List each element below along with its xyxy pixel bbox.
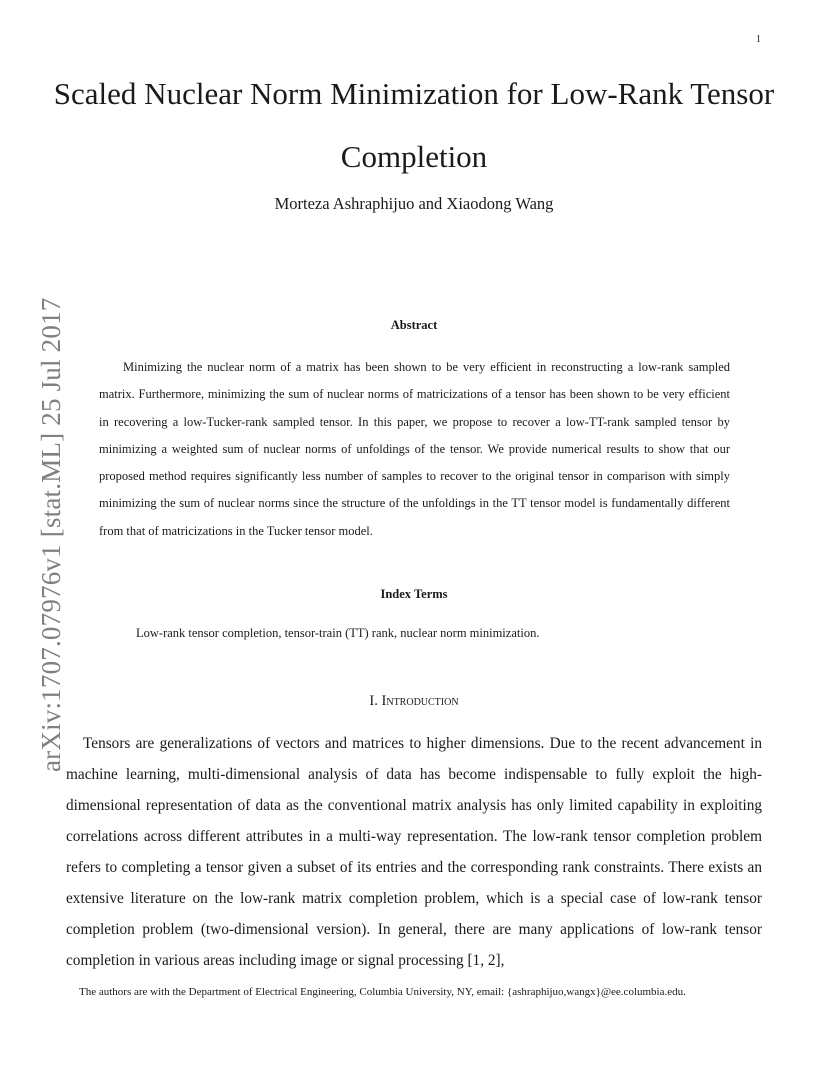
author-list: Morteza Ashraphijuo and Xiaodong Wang [274, 194, 554, 213]
page-number: 1 [756, 34, 761, 45]
paper-title: Scaled Nuclear Norm Minimization for Low-Rank Tensor Completion [53, 76, 775, 174]
abstract-text: Minimizing the nuclear norm of a matrix has been shown to be very efficient in reconstructing a low-rank sampled matrix. Furthermore, minimizing the sum of nuclear norms of matricizations of a tensor has been shown to be very efficient in recovering a low-Tucker-rank sampled tensor. In this paper, we propose to recover a low-TT-rank sampled tensor by minimizing a weighted sum of nuclear norms of unfoldings of the tensor. We provide numerical results to show that our proposed method requires significantly less number of samples to recover to the original tensor in comparison with simply minimizing the sum of nuclear norms since the structure of the unfoldings in the TT tensor model is fundamentally different from that of matricizations in the Tucker tensor model. [99, 360, 730, 538]
author-affiliation-footnote: The authors are with the Department of Electrical Engineering, Columbia University, NY, email: {ashraphijuo,wangx}@ee.columbia.edu. [79, 986, 686, 998]
index-terms-text: Low-rank tensor completion, tensor-train (TT) rank, nuclear norm minimization. [136, 626, 540, 640]
section-heading-introduction [0, 693, 828, 710]
introduction-paragraph: Tensors are generalizations of vectors and matrices to higher dimensions. Due to the recent advancement in machine learning, multi-dimensional analysis of data has become indispensable to fully exploit the high-dimensional representation of data as the conventional matrix analysis has only limited capability in exploiting correlations across different attributes in a multi-way representation. The low-rank tensor completion problem refers to completing a tensor given a subset of its entries and the corresponding rank constraints. There exists an extensive literature on the low-rank matrix completion problem, which is a special case of low-rank tensor completion problem (two-dimensional version). In general, there are many applications of low-rank tensor completion in various areas including image or signal processing [1, 2], [66, 735, 762, 969]
section-numeral: I. [369, 693, 382, 709]
arxiv-identifier: arXiv:1707.07976v1 [stat.ML] 25 Jul 2017 [36, 297, 66, 772]
abstract-heading: Abstract [390, 318, 438, 332]
index-terms-heading: Index Terms [380, 587, 448, 601]
section-title: Introduction [381, 693, 459, 709]
